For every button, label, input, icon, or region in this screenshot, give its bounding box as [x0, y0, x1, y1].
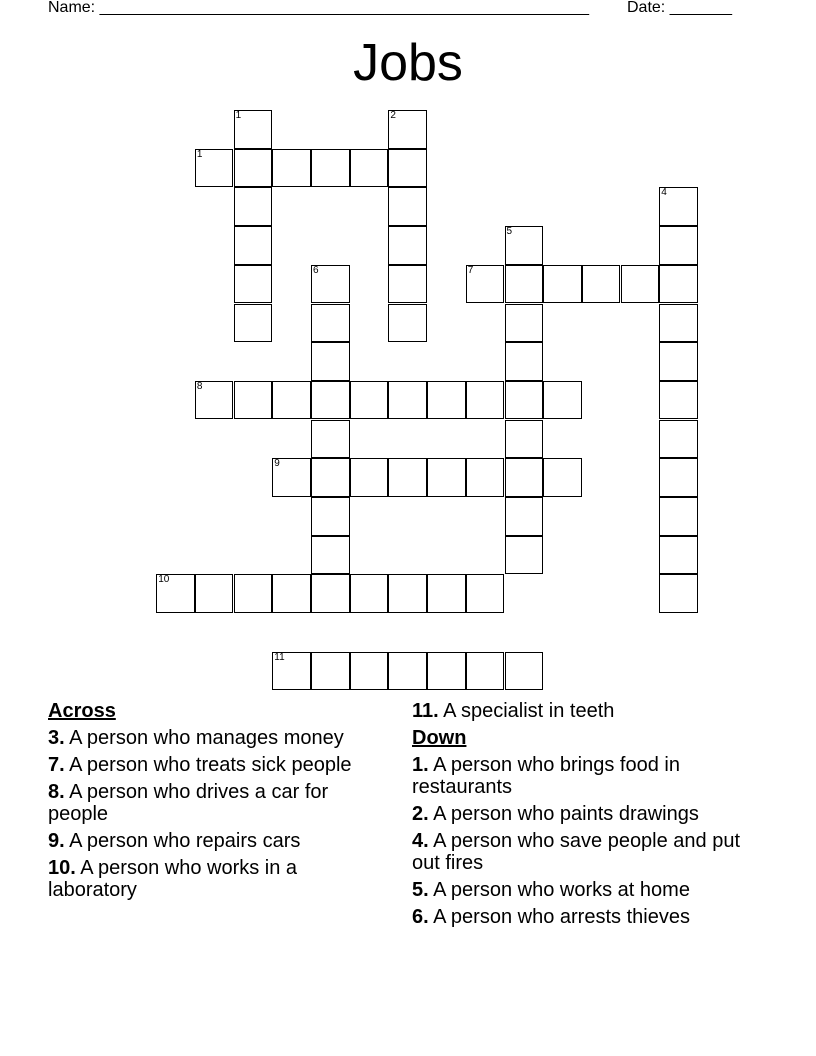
- across-clue-11: 11. A specialist in teeth: [412, 700, 615, 722]
- grid-cell[interactable]: [388, 226, 427, 265]
- grid-cell[interactable]: [388, 149, 427, 188]
- grid-cell[interactable]: [543, 381, 582, 420]
- clue-number: 8: [196, 380, 203, 392]
- grid-cell[interactable]: [659, 458, 698, 497]
- grid-cell[interactable]: [621, 265, 660, 304]
- grid-cell[interactable]: [234, 187, 273, 226]
- down-clue-2: 2. A person who paints drawings: [412, 803, 699, 825]
- grid-cell[interactable]: [234, 149, 273, 188]
- grid-cell[interactable]: [388, 187, 427, 226]
- grid-cell[interactable]: [427, 652, 466, 691]
- down-clue-1: 1. A person who brings food in restaurants: [412, 754, 680, 798]
- grid-cell[interactable]: [311, 497, 350, 536]
- clue-number: 1: [235, 110, 242, 121]
- grid-cell[interactable]: [350, 574, 389, 613]
- grid-cell[interactable]: [195, 149, 234, 188]
- clue-number: 11: [274, 651, 285, 663]
- across-clue-10: 10. A person who works in a laboratory: [48, 857, 298, 901]
- grid-cell[interactable]: [505, 536, 544, 575]
- grid-cell[interactable]: [582, 265, 621, 304]
- grid-cell[interactable]: [505, 497, 544, 536]
- grid-cell[interactable]: [311, 458, 350, 497]
- grid-cell[interactable]: [466, 381, 505, 420]
- grid-cell[interactable]: [466, 265, 505, 304]
- across-clue-8: 8. A person who drives a car for people: [48, 781, 329, 825]
- grid-cell[interactable]: [156, 574, 195, 613]
- grid-cell[interactable]: [659, 420, 698, 459]
- across-clue-3: 3. A person who manages money: [48, 727, 344, 749]
- grid-cell[interactable]: [466, 574, 505, 613]
- grid-cell[interactable]: [350, 381, 389, 420]
- grid-cell[interactable]: [311, 420, 350, 459]
- clue-number: 1: [196, 148, 203, 160]
- grid-cell[interactable]: [388, 652, 427, 691]
- grid-cell[interactable]: [234, 381, 273, 420]
- grid-cell[interactable]: [659, 304, 698, 343]
- grid-cell[interactable]: [311, 265, 350, 304]
- grid-cell[interactable]: [311, 652, 350, 691]
- across-clue-7: 7. A person who treats sick people: [48, 754, 352, 776]
- grid-cell[interactable]: [388, 304, 427, 343]
- grid-cell[interactable]: [466, 652, 505, 691]
- grid-cell[interactable]: [234, 304, 273, 343]
- grid-cell[interactable]: [234, 110, 273, 149]
- clue-number: 10: [158, 574, 170, 586]
- grid-cell[interactable]: [311, 574, 350, 613]
- grid-cell[interactable]: [350, 149, 389, 188]
- grid-cell[interactable]: [311, 304, 350, 343]
- grid-cell[interactable]: [466, 458, 505, 497]
- grid-cell[interactable]: [272, 458, 311, 497]
- down-heading: Down: [412, 727, 467, 749]
- down-clue-4: 4. A person who save people and put out fires: [412, 830, 741, 874]
- grid-cell[interactable]: [311, 342, 350, 381]
- grid-cell[interactable]: [311, 536, 350, 575]
- grid-cell[interactable]: [427, 381, 466, 420]
- clues-right-column: [412, 700, 757, 933]
- grid-cell[interactable]: [234, 265, 273, 304]
- grid-cell[interactable]: [272, 149, 311, 188]
- grid-cell[interactable]: [505, 226, 544, 265]
- grid-cell[interactable]: [388, 110, 427, 149]
- date-field-label: Date: _______: [627, 0, 732, 16]
- grid-cell[interactable]: [505, 342, 544, 381]
- grid-cell[interactable]: [388, 265, 427, 304]
- grid-cell[interactable]: [505, 652, 544, 691]
- grid-cell[interactable]: [311, 381, 350, 420]
- clues-left-column: [48, 700, 388, 906]
- grid-cell[interactable]: [234, 574, 273, 613]
- grid-cell[interactable]: [659, 381, 698, 420]
- page-title: Jobs: [353, 34, 463, 92]
- grid-cell[interactable]: [350, 458, 389, 497]
- grid-cell[interactable]: [427, 574, 466, 613]
- grid-cell[interactable]: [311, 149, 350, 188]
- grid-cell[interactable]: [350, 652, 389, 691]
- across-clue-9: 9. A person who repairs cars: [48, 830, 301, 852]
- grid-cell[interactable]: [505, 381, 544, 420]
- grid-cell[interactable]: [272, 652, 311, 691]
- grid-cell[interactable]: [388, 574, 427, 613]
- grid-cell[interactable]: [505, 458, 544, 497]
- clue-number: 4: [661, 187, 667, 199]
- grid-cell[interactable]: [659, 226, 698, 265]
- grid-cell[interactable]: [543, 458, 582, 497]
- grid-cell[interactable]: [659, 265, 698, 304]
- grid-cell[interactable]: [505, 420, 544, 459]
- grid-cell[interactable]: [659, 342, 698, 381]
- grid-cell[interactable]: [659, 187, 698, 226]
- grid-cell[interactable]: [388, 458, 427, 497]
- down-clue-6: 6. A person who arrests thieves: [412, 906, 690, 928]
- across-heading: Across: [48, 700, 116, 722]
- grid-cell[interactable]: [505, 265, 544, 304]
- clue-number: 5: [506, 226, 513, 238]
- clue-number: 6: [313, 264, 319, 276]
- grid-cell[interactable]: [272, 381, 311, 420]
- grid-cell[interactable]: [272, 574, 311, 613]
- grid-cell[interactable]: [234, 226, 273, 265]
- name-field-label: Name: _______________________________________________________: [48, 0, 589, 16]
- down-clue-5: 5. A person who works at home: [412, 879, 690, 901]
- grid-cell[interactable]: [659, 497, 698, 536]
- clue-number: 9: [274, 458, 280, 470]
- clue-number: 7: [467, 264, 474, 276]
- grid-cell[interactable]: [543, 265, 582, 304]
- clue-number: 2: [390, 110, 396, 121]
- grid-cell[interactable]: [659, 536, 698, 575]
- grid-cell[interactable]: [195, 381, 234, 420]
- grid-cell[interactable]: [195, 574, 234, 613]
- grid-cell[interactable]: [659, 574, 698, 613]
- grid-cell[interactable]: [427, 458, 466, 497]
- grid-cell[interactable]: [505, 304, 544, 343]
- grid-cell[interactable]: [388, 381, 427, 420]
